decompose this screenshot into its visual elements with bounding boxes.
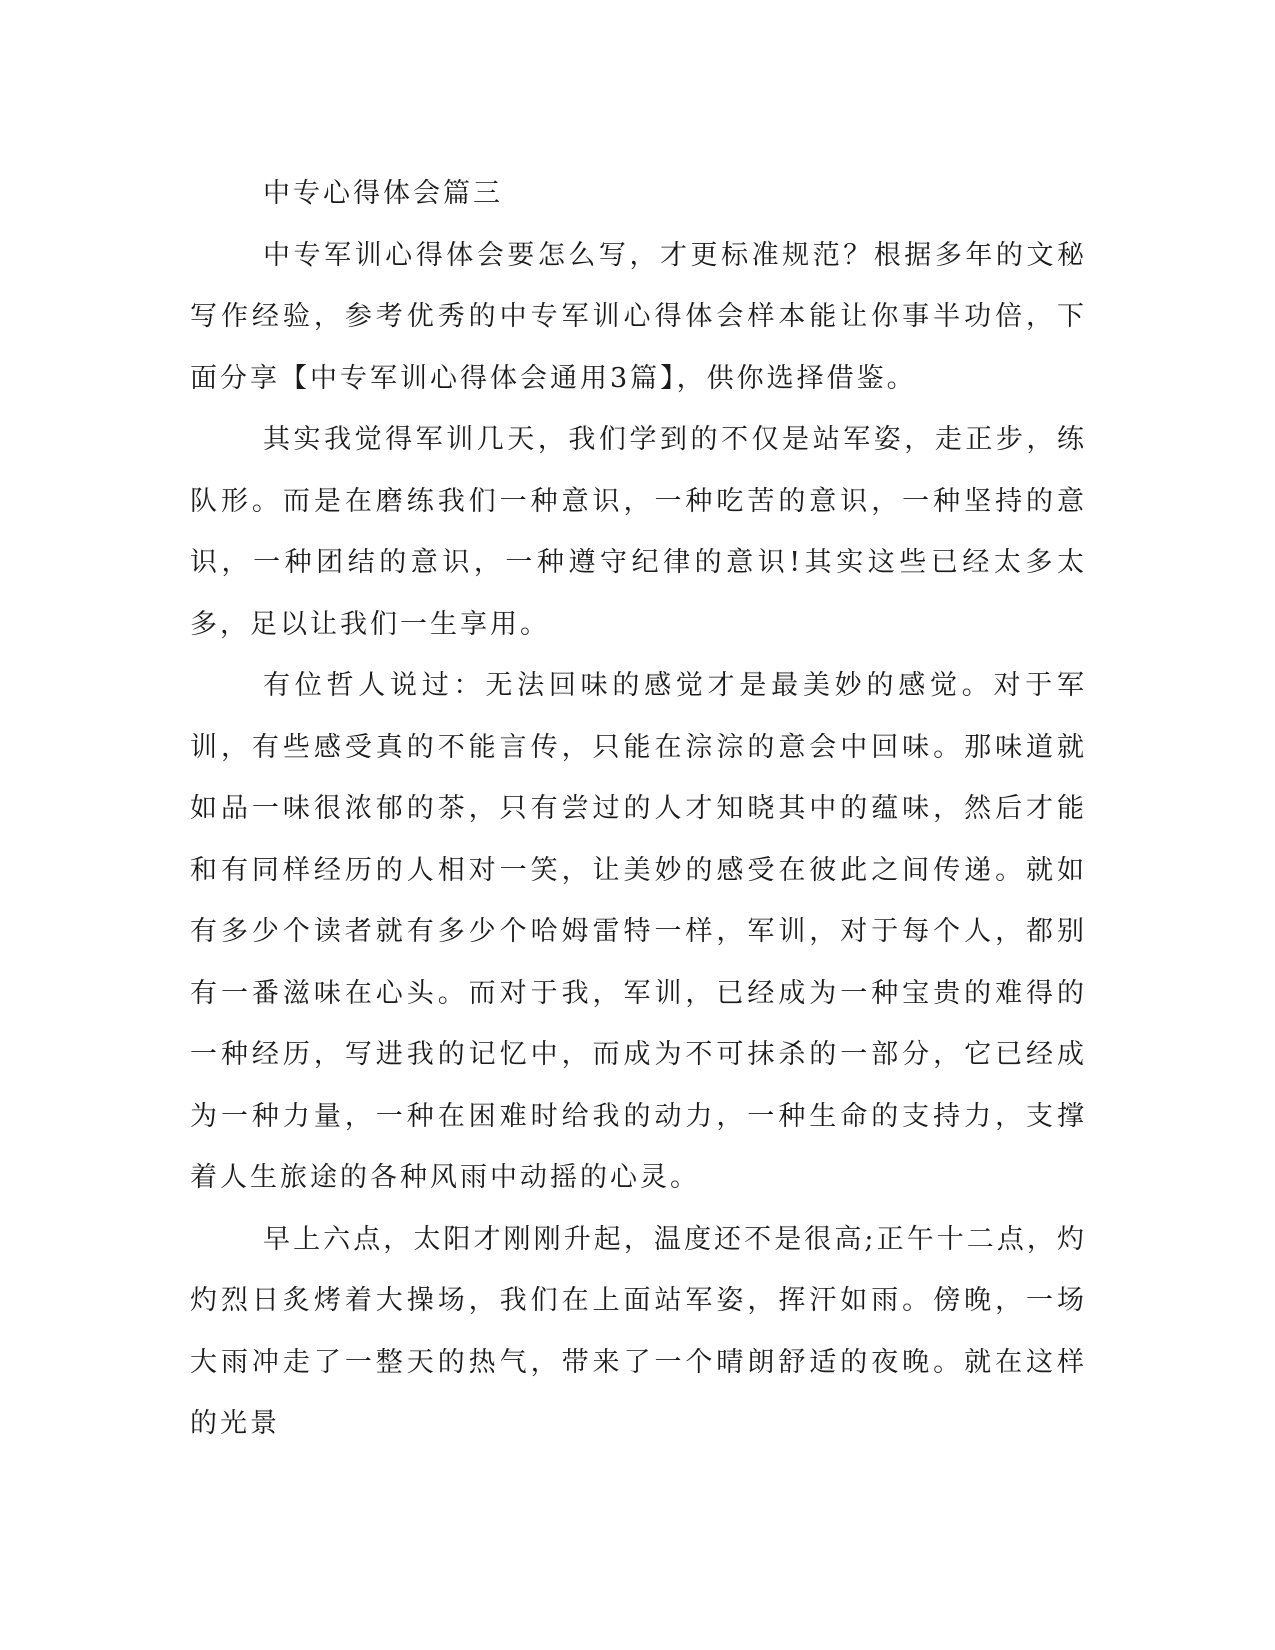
- document-body: [190, 163, 1087, 1455]
- paragraph-daily-schedule: 早上六点，太阳才刚刚升起，温度还不是很高;正午十二点，灼灼烈日炙烤着大操场，我们在上面站军姿，挥汗如雨。傍晚，一场大雨冲走了一整天的热气，带来了一个晴朗舒适的夜晚。就在这样的光景: [190, 1223, 1087, 1439]
- paragraph-intro: 中专军训心得体会要怎么写，才更标准规范？根据多年的文秘写作经验，参考优秀的中专军训心得体会样本能让你事半功倍，下面分享【中专军训心得体会通用3篇】，供你选择借鉴。: [190, 239, 1087, 394]
- section-heading: 中专心得体会篇三: [263, 178, 503, 209]
- paragraph-training-lessons: 其实我觉得军训几天，我们学到的不仅是站军姿，走正步，练队形。而是在磨练我们一种意识，一种吃苦的意识，一种坚持的意识，一种团结的意识，一种遵守纪律的意识!其实这些已经太多太多，足以让我们一生享用。: [190, 424, 1087, 640]
- paragraph-philosopher: 有位哲人说过：无法回味的感觉才是最美妙的感觉。对于军训，有些感受真的不能言传，只能在淙淙的意会中回味。那味道就如品一味很浓郁的茶，只有尝过的人才知晓其中的蕴味，然后才能和有同样经历的人相对一笑，让美妙的感受在彼此之间传递。就如有多少个读者就有多少个哈姆雷特一样，军训，对于每个人，都别有一番滋味在心头。而对于我，军训，已经成为一种宝贵的难得的一种经历，写进我的记忆中，而成为不可抹杀的一部分，它已经成为一种力量，一种在困难时给我的动力，一种生命的支持力，支撑着人生旅途的各种风雨中动摇的心灵。: [190, 670, 1087, 1193]
